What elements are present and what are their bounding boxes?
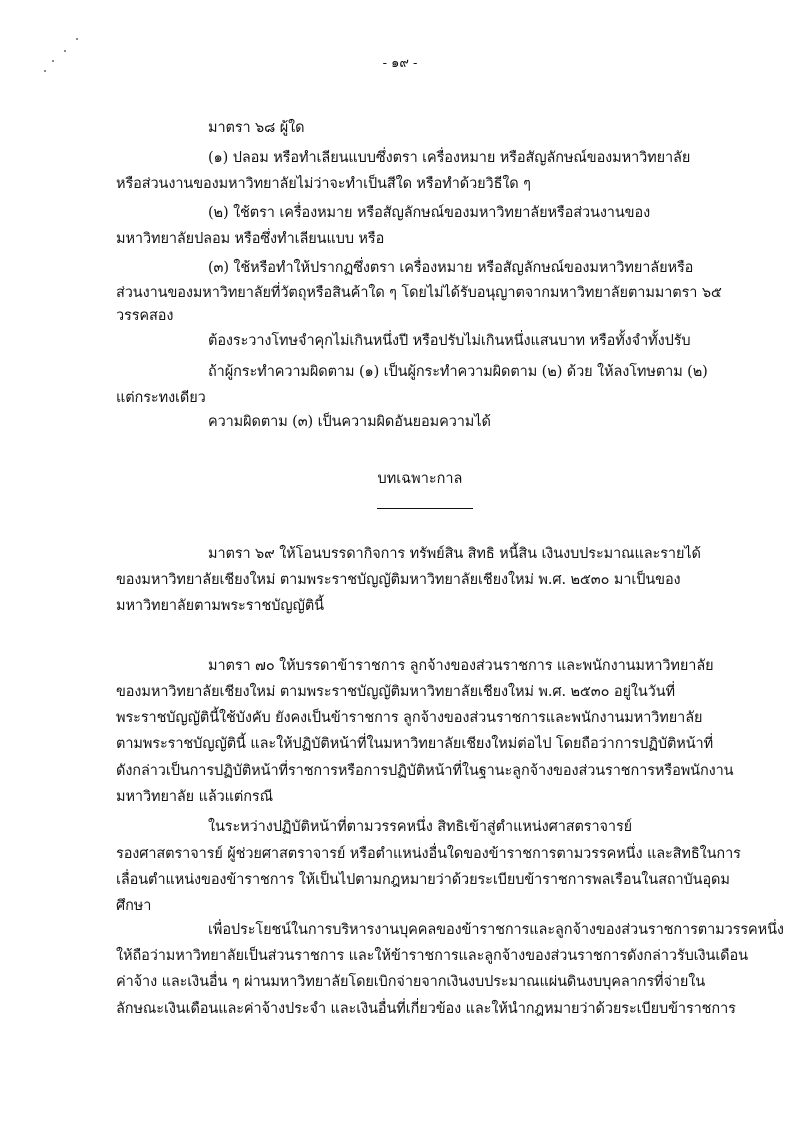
section-70-p3-line3: ค่าจ้าง และเงินอื่น ๆ ผ่านมหาวิทยาลัยโดยเบิกจ่ายจากเงินงบประมาณแผ่นดินงบบุคลากรที่จ่ายใน [116,974,706,990]
section-70-p2-line2: รองศาสตราจารย์ ผู้ช่วยศาสตราจารย์ หรือตำแหน่งอื่นใดของข้าราชการตามวรรคหนึ่ง และสิทธิในการ [116,846,741,862]
section-70-p3-line2: ให้ถือว่ามหาวิทยาลัยเป็นส่วนราชการ และให้ข้าราชการและลูกจ้างของส่วนราชการดังกล่าวรับเงินเดือน [116,948,748,964]
section-68-intro: มาตรา ๖๘ ผู้ใด [208,120,305,136]
section-68-item3-line2: ส่วนงานของมหาวิทยาลัยที่วัตถุหรือสินค้าใด ๆ โดยไม่ได้รับอนุญาตจากมหาวิทยาลัยตามมาตรา ๖๕ [116,285,722,301]
section-70-p1-line2: ของมหาวิทยาลัยเชียงใหม่ ตามพระราชบัญญัติมหาวิทยาลัยเชียงใหม่ พ.ศ. ๒๕๓๐ อยู่ในวันที่ [116,684,675,700]
section-69-line3: มหาวิทยาลัยตามพระราชบัญญัตินี้ [116,598,324,614]
heading-underline [377,508,473,509]
section-70-p1-line6: มหาวิทยาลัย แล้วแต่กรณี [116,789,273,805]
section-70-p2-line3: เลื่อนตำแหน่งของข้าราชการ ให้เป็นไปตามกฎหมายว่าด้วยระเบียบข้าราชการพลเรือนในสถาบันอุดม [116,872,730,888]
section-68-item2-line1: (๒) ใช้ตรา เครื่องหมาย หรือสัญลักษณ์ของมหาวิทยาลัยหรือส่วนงานของ [208,205,651,221]
section-70-p1-line4: ตามพระราชบัญญัตินี้ และให้ปฏิบัติหน้าที่ในมหาวิทยาลัยเชียงใหม่ต่อไป โดยถือว่าการปฏิบัติหน้าที่ [116,736,714,752]
section-68-repeat-line2: แต่กระทงเดียว [116,390,206,406]
section-68-item2-line2: มหาวิทยาลัยปลอม หรือซึ่งทำเลียนแบบ หรือ [116,231,385,247]
section-69-line1: มาตรา ๖๙ ให้โอนบรรดากิจการ ทรัพย์สิน สิทธิ หนี้สิน เงินงบประมาณและรายได้ [208,546,701,562]
section-68-penalty: ต้องระวางโทษจำคุกไม่เกินหนึ่งปี หรือปรับไม่เกินหนึ่งแสนบาท หรือทั้งจำทั้งปรับ [208,333,691,349]
section-68-item1-line2: หรือส่วนงานของมหาวิทยาลัยไม่ว่าจะทำเป็นสีใด หรือทำด้วยวิธีใด ๆ [116,176,531,192]
section-68-compoundable: ความผิดตาม (๓) เป็นความผิดอันยอมความได้ [208,414,491,430]
section-69-line2: ของมหาวิทยาลัยเชียงใหม่ ตามพระราชบัญญัติมหาวิทยาลัยเชียงใหม่ พ.ศ. ๒๕๓๐ มาเป็นของ [116,572,681,588]
section-68-item3-line3: วรรคสอง [116,308,174,324]
section-68-item3-line1: (๓) ใช้หรือทำให้ปรากฏซึ่งตรา เครื่องหมาย หรือสัญลักษณ์ของมหาวิทยาลัยหรือ [208,260,694,276]
transitional-heading: บทเฉพาะกาล [377,471,463,487]
section-70-p1-line1: มาตรา ๗๐ ให้บรรดาข้าราชการ ลูกจ้างของส่วนราชการ และพนักงานมหาวิทยาลัย [208,658,714,674]
section-70-p2-line1: ในระหว่างปฏิบัติหน้าที่ตามวรรคหนึ่ง สิทธิเข้าสู่ตำแหน่งศาสตราจารย์ [208,819,633,835]
section-70-p3-line1: เพื่อประโยชน์ในการบริหารงานบุคคลของข้าราชการและลูกจ้างของส่วนราชการตามวรรคหนึ่ง [208,922,784,938]
section-70-p2-line4: ศึกษา [116,898,152,914]
section-70-p1-line3: พระราชบัญญัตินี้ใช้บังคับ ยังคงเป็นข้าราชการ ลูกจ้างของส่วนราชการและพนักงานมหาวิทยาลัย [116,710,703,726]
section-68-repeat-line1: ถ้าผู้กระทำความผิดตาม (๑) เป็นผู้กระทำความผิดตาม (๒) ด้วย ให้ลงโทษตาม (๒) [208,364,708,380]
section-68-item1-line1: (๑) ปลอม หรือทำเลียนแบบซึ่งตรา เครื่องหมาย หรือสัญลักษณ์ของมหาวิทยาลัย [208,150,691,166]
section-70-p1-line5: ดังกล่าวเป็นการปฏิบัติหน้าที่ราชการหรือการปฏิบัติหน้าที่ในฐานะลูกจ้างของส่วนราชการหรือพนักงาน [116,763,734,779]
section-70-p3-line4: ลักษณะเงินเดือนและค่าจ้างประจำ และเงินอื่นที่เกี่ยวข้อง และให้นำกฎหมายว่าด้วยระเบียบข้าราชการ [116,1001,736,1017]
page-number: - ๑๙ - [382,56,418,71]
